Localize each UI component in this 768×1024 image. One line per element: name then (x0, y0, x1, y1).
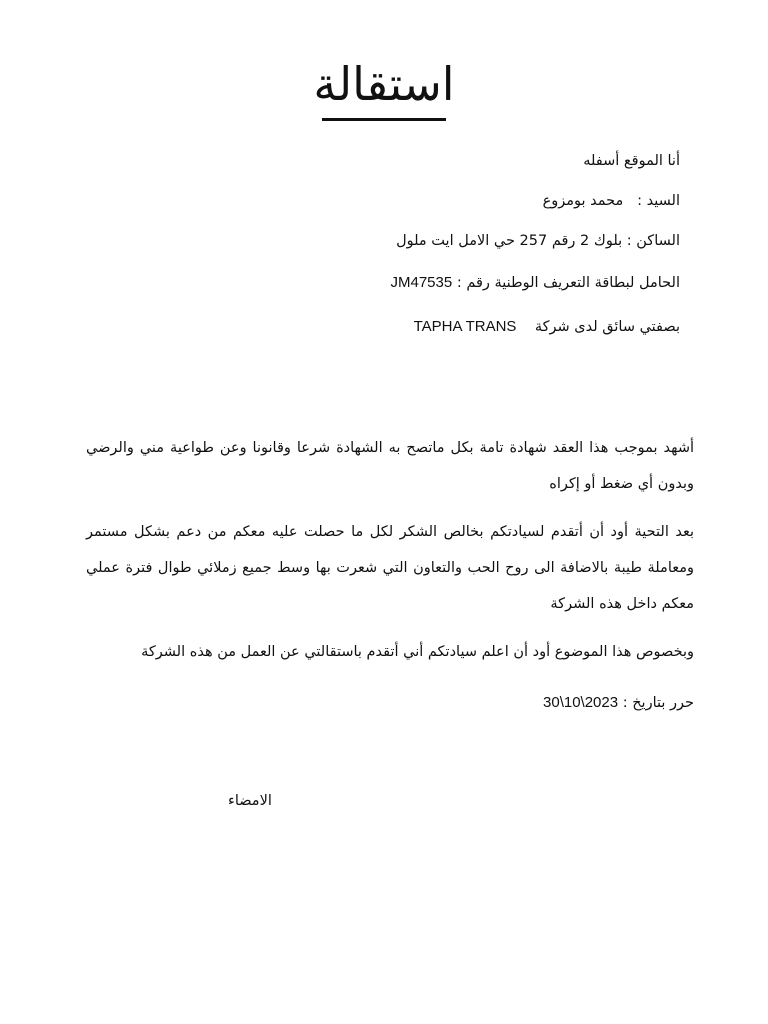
thanks-paragraph: بعد التحية أود أن أتقدم لسيادتكم بخالص الشكر لكل ما حصلت عليه معكم من دعم بشكل مستمر ومعاملة طيبة بالاضافة الى روح الحب والتعاون التي شعرت بها وسط جميع زملائي طوال فترة عملي معكم داخل هذه الشركة (86, 524, 694, 612)
date-value: 30\10\2023 (543, 694, 619, 711)
id-number: JM47535 (390, 274, 453, 291)
signature-label: الامضاء (228, 793, 272, 809)
name-line (543, 190, 680, 212)
address-line: الساكن : بلوك 2 رقم 257 حي الامل ايت ملول (396, 233, 680, 249)
document-title: استقالة (313, 57, 455, 111)
id-line (391, 272, 681, 294)
title-underline (322, 118, 446, 121)
id-label: الحامل لبطاقة التعريف الوطنية رقم : (456, 275, 680, 291)
date-line (543, 692, 694, 714)
name-value: محمد بومزوع (542, 193, 624, 209)
role-line (414, 316, 680, 338)
role-text: بصفتي سائق لدى شركة (534, 319, 680, 335)
date-label: حرر بتاريخ : (622, 695, 694, 711)
declaration-paragraph: أشهد بموجب هذا العقد شهادة تامة بكل ماتصح به الشهادة شرعا وقانونا وعن طواعية مني والرضي وبدون أي ضغط أو إكراه (86, 440, 694, 492)
name-label: السيد : (637, 193, 680, 209)
resignation-paragraph: وبخصوص هذا الموضوع أود أن اعلم سيادتكم أني أتقدم باستقالتي عن العمل من هذه الشركة (141, 644, 694, 660)
intro-line: أنا الموقع أسفله (583, 153, 680, 169)
company-name: TAPHA TRANS (413, 318, 517, 335)
